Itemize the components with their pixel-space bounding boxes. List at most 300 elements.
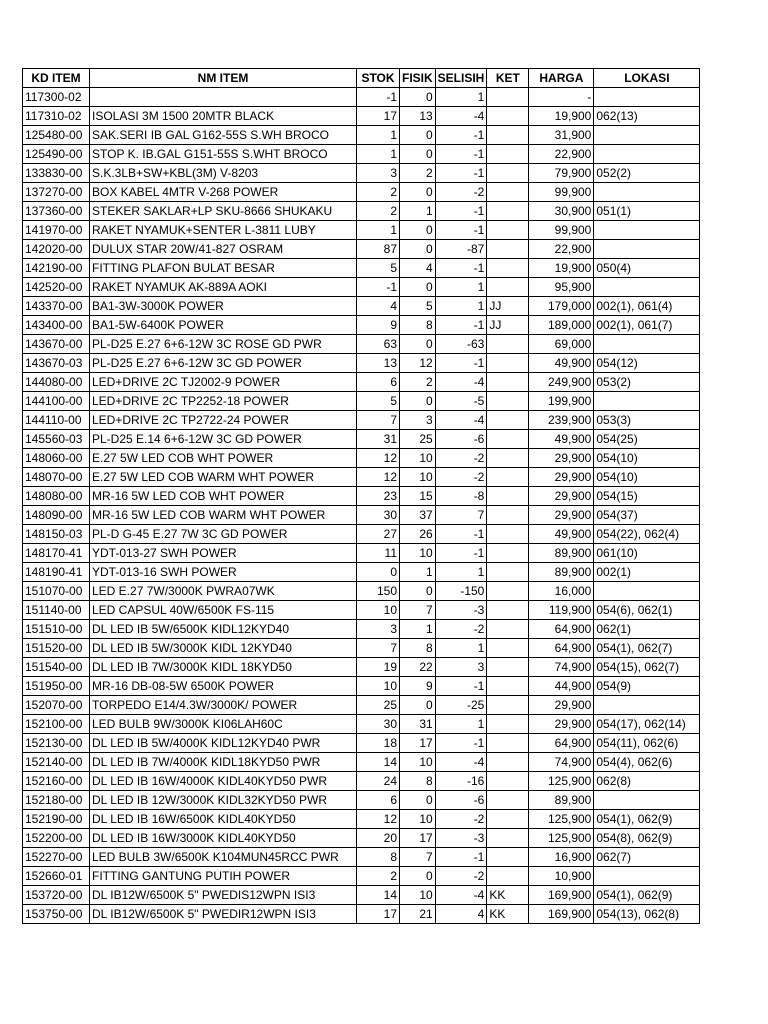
cell-selisih: -5 [435, 392, 487, 411]
cell-kd-item: 143670-00 [23, 335, 90, 354]
cell-stok: 10 [357, 601, 400, 620]
cell-harga: 44,900 [529, 677, 594, 696]
cell-kd-item: 148070-00 [23, 468, 90, 487]
cell-harga: 29,900 [529, 449, 594, 468]
cell-ket [487, 734, 529, 753]
table-row [23, 867, 700, 886]
cell-lokasi: 053(2) [594, 373, 700, 392]
cell-ket [487, 373, 529, 392]
table-row [23, 278, 700, 297]
cell-selisih: -6 [435, 791, 487, 810]
cell-selisih: -2 [435, 449, 487, 468]
table-row [23, 240, 700, 259]
cell-kd-item: 143370-00 [23, 297, 90, 316]
cell-ket [487, 164, 529, 183]
table-row [23, 791, 700, 810]
cell-harga: 95,900 [529, 278, 594, 297]
cell-kd-item: 142520-00 [23, 278, 90, 297]
cell-lokasi: 054(10) [594, 449, 700, 468]
cell-nm-item: MR-16 5W LED COB WARM WHT POWER [90, 506, 357, 525]
cell-stok: 25 [357, 696, 400, 715]
cell-fisik: 0 [400, 126, 436, 145]
cell-harga: 49,900 [529, 525, 594, 544]
cell-ket [487, 107, 529, 126]
cell-lokasi: 002(1), 061(4) [594, 297, 700, 316]
header-lokasi: LOKASI [594, 69, 700, 88]
cell-harga: 29,900 [529, 715, 594, 734]
table-row [23, 829, 700, 848]
cell-fisik: 0 [400, 867, 436, 886]
cell-harga: 69,000 [529, 335, 594, 354]
table-row [23, 392, 700, 411]
cell-fisik: 10 [400, 544, 436, 563]
table-row [23, 373, 700, 392]
cell-stok: 150 [357, 582, 400, 601]
cell-ket [487, 715, 529, 734]
cell-stok: 63 [357, 335, 400, 354]
cell-fisik: 0 [400, 240, 436, 259]
cell-nm-item [90, 88, 357, 107]
cell-lokasi: 054(1), 062(9) [594, 810, 700, 829]
cell-nm-item: LED+DRIVE 2C TJ2002-9 POWER [90, 373, 357, 392]
cell-nm-item: DL LED IB 16W/3000K KIDL40KYD50 [90, 829, 357, 848]
cell-stok: 19 [357, 658, 400, 677]
table-row [23, 430, 700, 449]
cell-nm-item: MR-16 5W LED COB WHT POWER [90, 487, 357, 506]
cell-stok: 7 [357, 411, 400, 430]
cell-fisik: 22 [400, 658, 436, 677]
cell-harga: 29,900 [529, 468, 594, 487]
cell-ket [487, 354, 529, 373]
cell-nm-item: PL-D25 E.14 6+6-12W 3C GD POWER [90, 430, 357, 449]
cell-harga: 125,900 [529, 772, 594, 791]
cell-fisik: 10 [400, 886, 436, 905]
cell-nm-item: DL LED IB 12W/3000K KIDL32KYD50 PWR [90, 791, 357, 810]
cell-lokasi: 062(1) [594, 620, 700, 639]
cell-lokasi [594, 183, 700, 202]
cell-ket [487, 810, 529, 829]
cell-kd-item: 125490-00 [23, 145, 90, 164]
table-row [23, 886, 700, 905]
table-row [23, 658, 700, 677]
cell-selisih: -2 [435, 810, 487, 829]
cell-fisik: 1 [400, 202, 436, 221]
cell-nm-item: LED+DRIVE 2C TP2252-18 POWER [90, 392, 357, 411]
cell-nm-item: DL LED IB 7W/4000K KIDL18KYD50 PWR [90, 753, 357, 772]
cell-nm-item: LED CAPSUL 40W/6500K FS-115 [90, 601, 357, 620]
table-row [23, 715, 700, 734]
cell-kd-item: 153720-00 [23, 886, 90, 905]
cell-harga: 189,000 [529, 316, 594, 335]
cell-kd-item: 143400-00 [23, 316, 90, 335]
cell-lokasi: 054(15) [594, 487, 700, 506]
cell-nm-item: FITTING PLAFON BULAT BESAR [90, 259, 357, 278]
cell-fisik: 10 [400, 468, 436, 487]
table-row [23, 582, 700, 601]
cell-harga: 89,900 [529, 563, 594, 582]
cell-fisik: 3 [400, 411, 436, 430]
cell-stok: 5 [357, 259, 400, 278]
cell-kd-item: 137360-00 [23, 202, 90, 221]
cell-fisik: 1 [400, 620, 436, 639]
cell-nm-item: ISOLASI 3M 1500 20MTR BLACK [90, 107, 357, 126]
table-row [23, 221, 700, 240]
cell-ket [487, 145, 529, 164]
table-row [23, 601, 700, 620]
cell-lokasi: 051(1) [594, 202, 700, 221]
cell-stok: 6 [357, 373, 400, 392]
cell-stok: 17 [357, 905, 400, 924]
cell-lokasi: 054(13), 062(8) [594, 905, 700, 924]
cell-kd-item: 125480-00 [23, 126, 90, 145]
header-nm-item: NM ITEM [90, 69, 357, 88]
cell-selisih: -1 [435, 525, 487, 544]
cell-selisih: -63 [435, 335, 487, 354]
cell-selisih: -2 [435, 183, 487, 202]
cell-kd-item: 145560-03 [23, 430, 90, 449]
cell-stok: 27 [357, 525, 400, 544]
cell-harga: 199,900 [529, 392, 594, 411]
cell-nm-item: DULUX STAR 20W/41-827 OSRAM [90, 240, 357, 259]
cell-ket [487, 563, 529, 582]
cell-ket [487, 506, 529, 525]
cell-selisih: -4 [435, 107, 487, 126]
cell-stok: 2 [357, 183, 400, 202]
cell-kd-item: 148190-41 [23, 563, 90, 582]
cell-lokasi: 054(9) [594, 677, 700, 696]
cell-harga: 119,900 [529, 601, 594, 620]
cell-stok: 11 [357, 544, 400, 563]
cell-ket [487, 259, 529, 278]
cell-stok: 8 [357, 848, 400, 867]
cell-stok: 0 [357, 563, 400, 582]
cell-nm-item: DL IB12W/6500K 5" PWEDIR12WPN ISI3 [90, 905, 357, 924]
cell-ket [487, 791, 529, 810]
table-row [23, 506, 700, 525]
cell-fisik: 0 [400, 183, 436, 202]
table-row [23, 107, 700, 126]
cell-selisih: -1 [435, 145, 487, 164]
cell-lokasi: 002(1), 061(7) [594, 316, 700, 335]
cell-fisik: 0 [400, 335, 436, 354]
cell-lokasi: 054(25) [594, 430, 700, 449]
cell-nm-item: DL LED IB 16W/6500K KIDL40KYD50 [90, 810, 357, 829]
cell-fisik: 8 [400, 772, 436, 791]
table-row [23, 88, 700, 107]
cell-kd-item: 152180-00 [23, 791, 90, 810]
cell-nm-item: LED BULB 3W/6500K K104MUN45RCC PWR [90, 848, 357, 867]
cell-lokasi: 054(10) [594, 468, 700, 487]
cell-stok: -1 [357, 278, 400, 297]
cell-harga: 99,900 [529, 221, 594, 240]
cell-fisik: 0 [400, 278, 436, 297]
cell-ket [487, 696, 529, 715]
cell-harga: 16,900 [529, 848, 594, 867]
cell-fisik: 8 [400, 316, 436, 335]
cell-ket [487, 658, 529, 677]
cell-ket [487, 525, 529, 544]
cell-kd-item: 148060-00 [23, 449, 90, 468]
cell-harga: 19,900 [529, 107, 594, 126]
cell-selisih: -8 [435, 487, 487, 506]
cell-lokasi: 062(7) [594, 848, 700, 867]
table-row [23, 696, 700, 715]
cell-lokasi: 062(8) [594, 772, 700, 791]
cell-fisik: 0 [400, 696, 436, 715]
header-ket: KET [487, 69, 529, 88]
cell-nm-item: RAKET NYAMUK+SENTER L-3811 LUBY [90, 221, 357, 240]
cell-harga: 125,900 [529, 810, 594, 829]
cell-stok: 87 [357, 240, 400, 259]
cell-nm-item: YDT-013-16 SWH POWER [90, 563, 357, 582]
cell-lokasi: 054(37) [594, 506, 700, 525]
cell-selisih: -1 [435, 164, 487, 183]
cell-ket [487, 449, 529, 468]
cell-fisik: 17 [400, 829, 436, 848]
cell-ket [487, 278, 529, 297]
cell-ket [487, 639, 529, 658]
cell-harga: - [529, 88, 594, 107]
cell-kd-item: 152100-00 [23, 715, 90, 734]
cell-ket [487, 867, 529, 886]
cell-nm-item: MR-16 DB-08-5W 6500K POWER [90, 677, 357, 696]
cell-selisih: -4 [435, 886, 487, 905]
cell-lokasi: 054(11), 062(6) [594, 734, 700, 753]
cell-harga: 22,900 [529, 145, 594, 164]
cell-kd-item: 151540-00 [23, 658, 90, 677]
cell-harga: 29,900 [529, 696, 594, 715]
cell-nm-item: YDT-013-27 SWH POWER [90, 544, 357, 563]
cell-stok: 17 [357, 107, 400, 126]
cell-stok: 4 [357, 297, 400, 316]
cell-fisik: 10 [400, 810, 436, 829]
cell-harga: 74,900 [529, 658, 594, 677]
cell-lokasi: 062(13) [594, 107, 700, 126]
cell-fisik: 31 [400, 715, 436, 734]
table-row [23, 468, 700, 487]
cell-lokasi: 061(10) [594, 544, 700, 563]
table-row [23, 544, 700, 563]
table-row [23, 525, 700, 544]
cell-ket: JJ [487, 297, 529, 316]
cell-kd-item: 117310-02 [23, 107, 90, 126]
cell-selisih: -1 [435, 354, 487, 373]
cell-lokasi [594, 240, 700, 259]
cell-kd-item: 151140-00 [23, 601, 90, 620]
cell-ket [487, 677, 529, 696]
cell-stok: 10 [357, 677, 400, 696]
table-row [23, 297, 700, 316]
cell-ket [487, 582, 529, 601]
cell-kd-item: 151950-00 [23, 677, 90, 696]
cell-selisih: -150 [435, 582, 487, 601]
cell-selisih: -1 [435, 848, 487, 867]
cell-fisik: 17 [400, 734, 436, 753]
cell-nm-item: S.K.3LB+SW+KBL(3M) V-8203 [90, 164, 357, 183]
table-row [23, 810, 700, 829]
cell-harga: 89,900 [529, 544, 594, 563]
cell-lokasi: 054(6), 062(1) [594, 601, 700, 620]
cell-stok: 7 [357, 639, 400, 658]
cell-stok: 20 [357, 829, 400, 848]
cell-kd-item: 152200-00 [23, 829, 90, 848]
cell-ket [487, 240, 529, 259]
cell-ket [487, 411, 529, 430]
cell-kd-item: 143670-03 [23, 354, 90, 373]
table-row [23, 316, 700, 335]
cell-kd-item: 148080-00 [23, 487, 90, 506]
cell-kd-item: 148090-00 [23, 506, 90, 525]
cell-fisik: 8 [400, 639, 436, 658]
cell-harga: 169,900 [529, 905, 594, 924]
table-row [23, 449, 700, 468]
cell-nm-item: STOP K. IB.GAL G151-55S S.WHT BROCO [90, 145, 357, 164]
cell-lokasi: 052(2) [594, 164, 700, 183]
table-row [23, 620, 700, 639]
cell-harga: 30,900 [529, 202, 594, 221]
cell-selisih: -3 [435, 601, 487, 620]
cell-kd-item: 152160-00 [23, 772, 90, 791]
cell-selisih: -25 [435, 696, 487, 715]
cell-selisih: -2 [435, 620, 487, 639]
cell-selisih: -1 [435, 316, 487, 335]
cell-ket [487, 829, 529, 848]
table-row [23, 772, 700, 791]
cell-ket [487, 392, 529, 411]
cell-lokasi: 054(22), 062(4) [594, 525, 700, 544]
cell-kd-item: 152140-00 [23, 753, 90, 772]
cell-nm-item: TORPEDO E14/4.3W/3000K/ POWER [90, 696, 357, 715]
cell-fisik: 26 [400, 525, 436, 544]
cell-nm-item: DL LED IB 5W/6500K KIDL12KYD40 [90, 620, 357, 639]
cell-selisih: 4 [435, 905, 487, 924]
cell-selisih: 7 [435, 506, 487, 525]
cell-ket: JJ [487, 316, 529, 335]
cell-harga: 29,900 [529, 487, 594, 506]
cell-selisih: 1 [435, 715, 487, 734]
cell-stok: 2 [357, 202, 400, 221]
stock-table [22, 68, 700, 924]
cell-ket [487, 335, 529, 354]
cell-selisih: -1 [435, 202, 487, 221]
cell-stok: 3 [357, 164, 400, 183]
cell-fisik: 10 [400, 753, 436, 772]
cell-stok: 13 [357, 354, 400, 373]
cell-kd-item: 137270-00 [23, 183, 90, 202]
cell-ket: KK [487, 905, 529, 924]
cell-selisih: -4 [435, 411, 487, 430]
cell-ket [487, 88, 529, 107]
cell-selisih: -4 [435, 373, 487, 392]
cell-kd-item: 117300-02 [23, 88, 90, 107]
cell-kd-item: 142190-00 [23, 259, 90, 278]
cell-harga: 64,900 [529, 639, 594, 658]
cell-lokasi: 050(4) [594, 259, 700, 278]
cell-lokasi: 054(4), 062(6) [594, 753, 700, 772]
cell-selisih: -1 [435, 544, 487, 563]
cell-fisik: 7 [400, 601, 436, 620]
cell-ket [487, 544, 529, 563]
table-row [23, 639, 700, 658]
cell-stok: 30 [357, 506, 400, 525]
cell-kd-item: 141970-00 [23, 221, 90, 240]
cell-harga: 49,900 [529, 430, 594, 449]
cell-nm-item: DL LED IB 7W/3000K KIDL 18KYD50 [90, 658, 357, 677]
cell-nm-item: E.27 5W LED COB WHT POWER [90, 449, 357, 468]
cell-stok: 2 [357, 867, 400, 886]
cell-ket [487, 430, 529, 449]
cell-fisik: 1 [400, 563, 436, 582]
cell-selisih: -1 [435, 734, 487, 753]
cell-harga: 179,000 [529, 297, 594, 316]
cell-harga: 29,900 [529, 506, 594, 525]
cell-fisik: 21 [400, 905, 436, 924]
cell-ket [487, 126, 529, 145]
cell-stok: 6 [357, 791, 400, 810]
table-row [23, 164, 700, 183]
cell-kd-item: 152070-00 [23, 696, 90, 715]
cell-lokasi [594, 88, 700, 107]
table-row [23, 411, 700, 430]
header-selisih: SELISIH [435, 69, 487, 88]
cell-lokasi: 054(17), 062(14) [594, 715, 700, 734]
cell-lokasi [594, 335, 700, 354]
table-row [23, 259, 700, 278]
cell-lokasi: 054(15), 062(7) [594, 658, 700, 677]
cell-stok: 1 [357, 145, 400, 164]
cell-ket [487, 487, 529, 506]
table-row [23, 183, 700, 202]
cell-stok: 31 [357, 430, 400, 449]
cell-kd-item: 133830-00 [23, 164, 90, 183]
cell-fisik: 9 [400, 677, 436, 696]
cell-harga: 99,900 [529, 183, 594, 202]
cell-ket [487, 221, 529, 240]
cell-ket [487, 620, 529, 639]
cell-selisih: 1 [435, 639, 487, 658]
cell-harga: 31,900 [529, 126, 594, 145]
table-row [23, 202, 700, 221]
cell-selisih: -87 [435, 240, 487, 259]
cell-fisik: 0 [400, 791, 436, 810]
header-fisik: FISIK [400, 69, 436, 88]
cell-kd-item: 151510-00 [23, 620, 90, 639]
cell-ket [487, 601, 529, 620]
cell-lokasi [594, 791, 700, 810]
cell-stok: 3 [357, 620, 400, 639]
cell-fisik: 0 [400, 145, 436, 164]
cell-fisik: 25 [400, 430, 436, 449]
cell-nm-item: LED+DRIVE 2C TP2722-24 POWER [90, 411, 357, 430]
cell-fisik: 12 [400, 354, 436, 373]
cell-selisih: -4 [435, 753, 487, 772]
cell-lokasi [594, 145, 700, 164]
cell-harga: 19,900 [529, 259, 594, 278]
cell-selisih: -2 [435, 468, 487, 487]
cell-harga: 239,900 [529, 411, 594, 430]
cell-kd-item: 148150-03 [23, 525, 90, 544]
cell-stok: 30 [357, 715, 400, 734]
table-row [23, 848, 700, 867]
cell-fisik: 0 [400, 582, 436, 601]
cell-selisih: 3 [435, 658, 487, 677]
table-row [23, 563, 700, 582]
table-row [23, 487, 700, 506]
table-row [23, 126, 700, 145]
cell-harga: 16,000 [529, 582, 594, 601]
cell-selisih: -1 [435, 259, 487, 278]
cell-selisih: -1 [435, 221, 487, 240]
